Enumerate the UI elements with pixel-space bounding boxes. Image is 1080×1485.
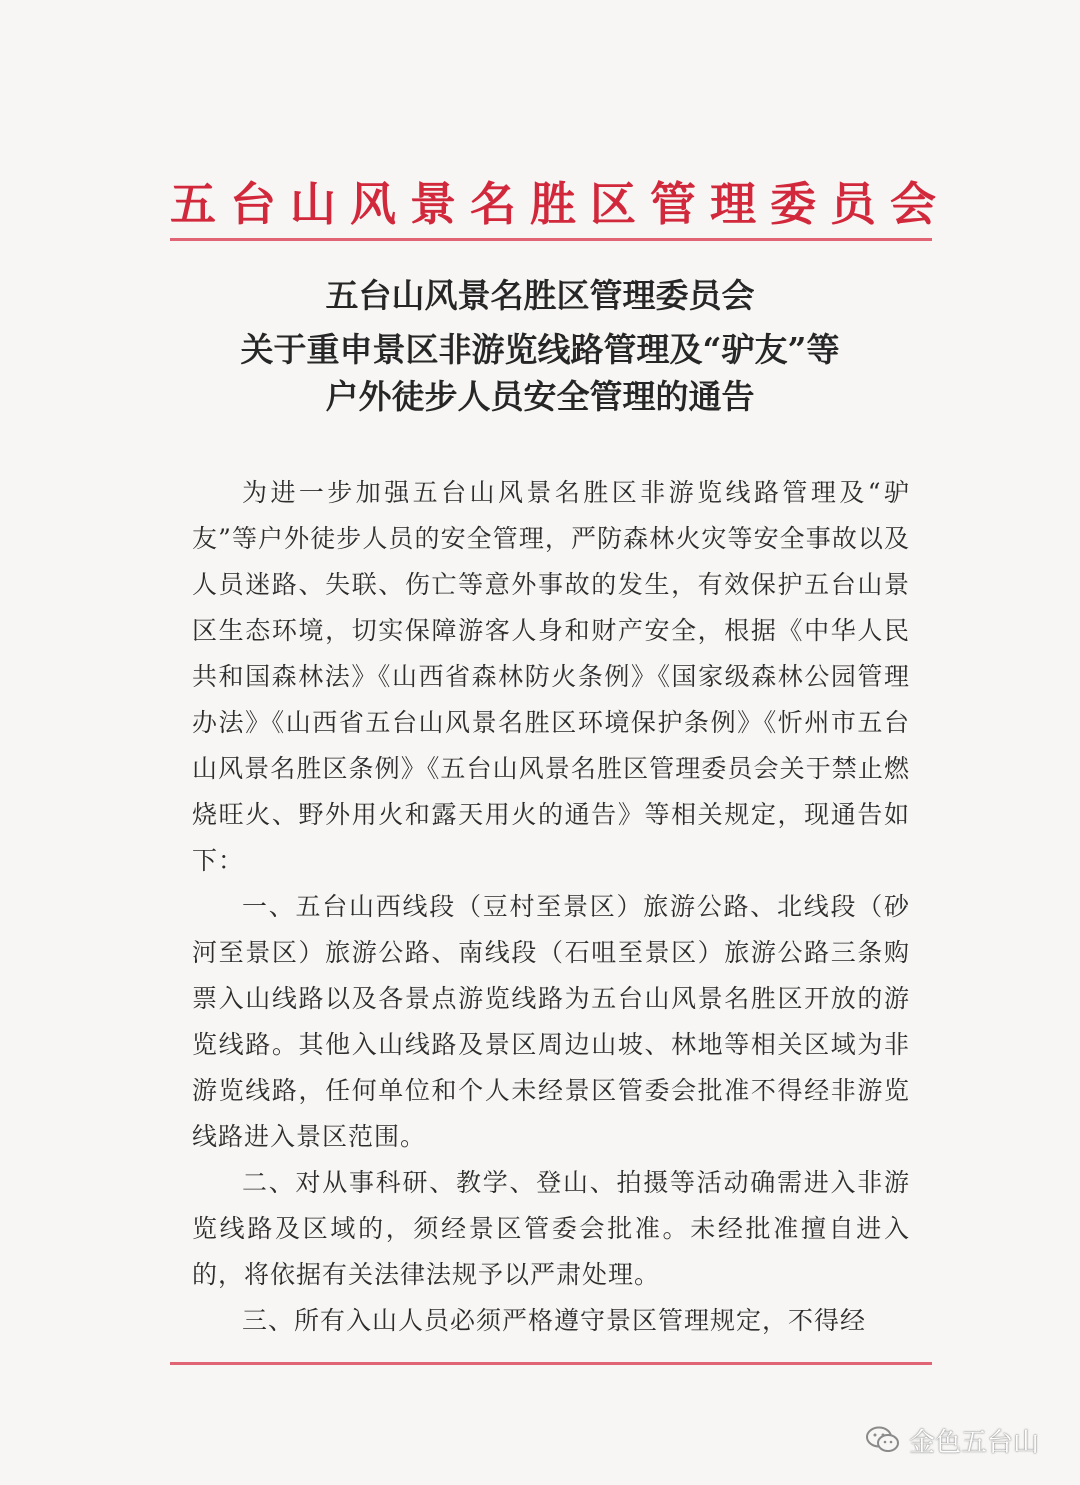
org-header: 五台山风景名胜区管理委员会 [170,177,950,231]
paragraph-item-1: 一、五台山西线段（豆村至景区）旅游公路、北线段（砂河至景区）旅游公路、南线段（石咀至景区）旅游公路三条购票入山线路以及各景点游览线路为五台山风景名胜区开放的游览线路。其他入山线路及景区周边山坡、林地等相关区域为非游览线路，任何单位和个人未经景区管委会批准不得经非游览线路进入景区范围。 [192,892,910,1151]
paragraph-item-3: 三、所有入山人员必须严格遵守景区管理规定，不得经 [242,1306,867,1335]
paragraph-item-2: 二、对从事科研、教学、登山、拍摄等活动确需进入非游览线路及区域的，须经景区管委会批准。未经批准擅自进入的，将依据有关法律法规予以严肃处理。 [192,1168,910,1289]
title-line-3: 户外徒步人员安全管理的通告 [325,377,755,416]
paragraph-intro: 为进一步加强五台山风景名胜区非游览线路管理及“驴友”等户外徒步人员的安全管理，严防森林火灾等安全事故以及人员迷路、失联、伤亡等意外事故的发生，有效保护五台山景区生态环境，切实保障游客人身和财产安全，根据《中华人民共和国森林法》《山西省森林防火条例》《国家级森林公园管理办法》《山西省五台山风景名胜区环境保护条例》《忻州市五台山风景名胜区条例》《五台山风景名胜区管理委员会关于禁止燃烧旺火、野外用火和露天用火的通告》等相关规定，现通告如下： [192,478,910,875]
wechat-icon [865,1425,901,1455]
title-line-1: 五台山风景名胜区管理委员会 [325,276,755,315]
header-rule [170,238,932,241]
watermark [865,1420,1039,1460]
watermark-text: 金色五台山 [909,1427,1040,1458]
footer-rule [170,1362,932,1365]
notice-body [192,470,910,1344]
title-line-2: 关于重申景区非游览线路管理及“驴友”等 [240,330,840,369]
